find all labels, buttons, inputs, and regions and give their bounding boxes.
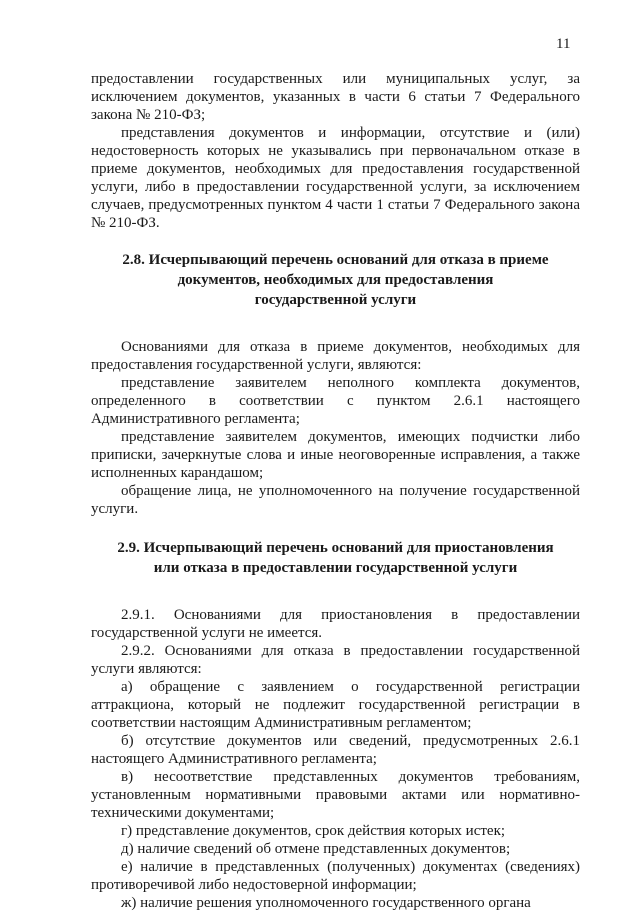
list-item: ж) наличие решения уполномоченного государственного органа [121, 895, 531, 911]
paragraph: представление заявителем неполного комплекта документов, определенного в соответствии с пунктом 2.6.1 настоящего Административного регламента; [91, 375, 580, 427]
list-item: в) несоответствие представленных документов требованиям, установленным нормативными правовыми актами или нормативно-техническими документами; [91, 769, 580, 821]
list-item: е) наличие в представленных (полученных) документах (сведениях) противоречивой либо недостоверной информации; [91, 859, 580, 893]
section-heading-2-8 [91, 250, 580, 310]
heading-line: или отказа в предоставлении государственной услуги [153, 560, 518, 576]
page-number: 11 [556, 36, 571, 52]
paragraph: представление заявителем документов, имеющих подчистки либо приписки, зачеркнутые слова и иные неоговоренные исправления, а также исполненных карандашом; [91, 429, 580, 481]
paragraph: обращение лица, не уполномоченного на получение государственной услуги. [91, 483, 580, 517]
paragraph: представления документов и информации, отсутствие и (или) недостоверность которых не указывались при первоначальном отказе в приеме документов, необходимых для предоставления государственной услуги, либо в предоставлении государственной услуги, за исключением случаев, предусмотренных пунктом 4 части 1 статьи 7 Федерального закона № 210-ФЗ. [91, 125, 580, 231]
page-content [91, 70, 580, 912]
list-item: б) отсутствие документов или сведений, предусмотренных 2.6.1 настоящего Административного регламента; [91, 733, 580, 767]
paragraph: 2.9.1. Основаниями для приостановления в предоставлении государственной услуги не имеется. [91, 607, 580, 641]
section-heading-2-9 [91, 538, 580, 578]
paragraph: Основаниями для отказа в приеме документов, необходимых для предоставления государственной услуги, являются: [91, 339, 580, 373]
heading-line: 2.9. Исчерпывающий перечень оснований для приостановления [117, 540, 554, 556]
list-item: а) обращение с заявлением о государственной регистрации аттракциона, который не подлежит государственной регистрации в соответствии настоящим Административным регламентом; [91, 679, 580, 731]
heading-line: государственной услуги [254, 292, 417, 308]
paragraph: 2.9.2. Основаниями для отказа в предоставлении государственной услуги являются: [91, 643, 580, 677]
heading-line: 2.8. Исчерпывающий перечень оснований для отказа в приеме [122, 252, 549, 268]
list-item: д) наличие сведений об отмене представленных документов; [121, 841, 511, 857]
list-item: г) представление документов, срок действия которых истек; [121, 823, 506, 839]
paragraph: предоставлении государственных или муниципальных услуг, за исключением документов, указанных в части 6 статьи 7 Федерального закона № 210-ФЗ; [91, 71, 580, 123]
heading-line: документов, необходимых для предоставления [177, 272, 494, 288]
